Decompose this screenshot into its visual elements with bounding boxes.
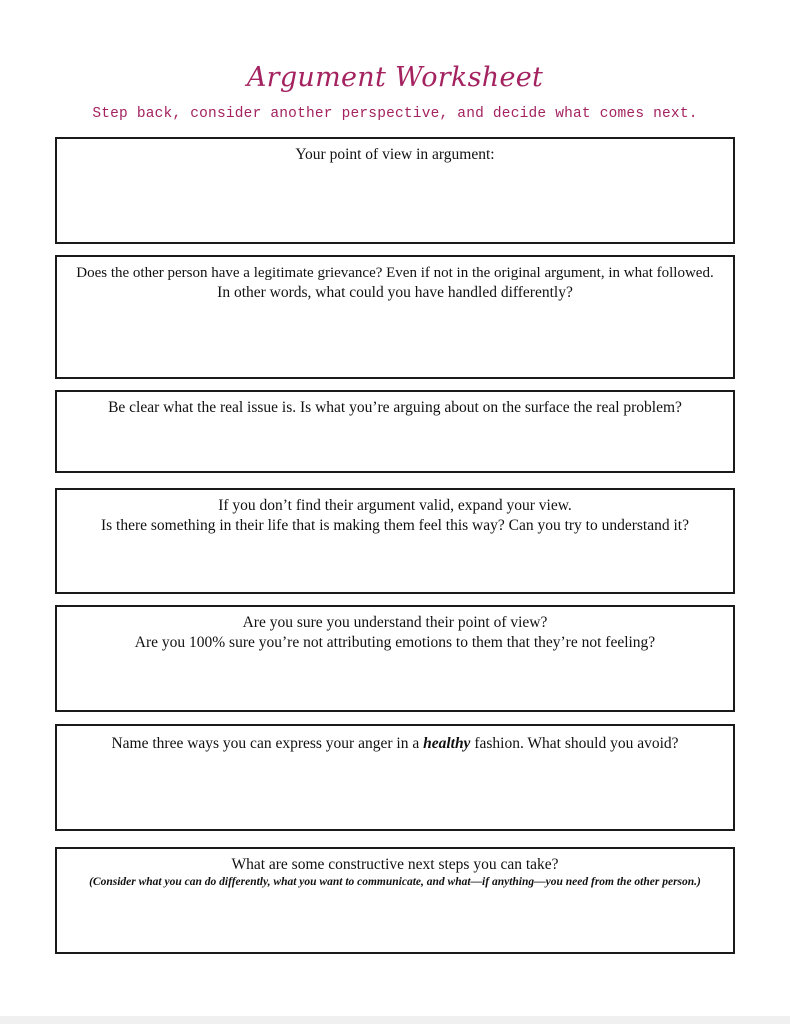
question-note: (Consider what you can do differently, what you want to communicate, and what—if anything—you need from the other person.) [89, 876, 701, 888]
question-box-grievance[interactable] [55, 255, 735, 379]
question-box-their-point-of-view[interactable] [55, 605, 735, 712]
question-text: In other words, what could you have handled differently? [217, 284, 573, 301]
question-text: Are you sure you understand their point of view? [242, 614, 548, 631]
worksheet-subtitle: Step back, consider another perspective, and decide what comes next. [92, 106, 698, 122]
question-box-real-issue[interactable] [55, 390, 735, 473]
question-box-next-steps[interactable] [55, 847, 735, 954]
question-text: Your point of view in argument: [295, 146, 495, 163]
question-text: Be clear what the real issue is. Is what you’re arguing about on the surface the real problem? [108, 399, 682, 416]
question-text-before: Name three ways you can express your anger in a [111, 735, 424, 752]
question-text [57, 732, 733, 754]
question-text-emphasis: healthy [423, 735, 471, 752]
question-text-after: fashion. What should you avoid? [470, 735, 679, 752]
worksheet-title: Argument Worksheet [246, 62, 544, 93]
question-text: What are some constructive next steps you can take? [231, 856, 559, 873]
question-box-expand-view[interactable] [55, 488, 735, 594]
page-bottom-edge [0, 1016, 790, 1024]
question-box-express-anger[interactable] [55, 724, 735, 831]
question-text: If you don’t find their argument valid, expand your view. [218, 497, 572, 514]
question-box-point-of-view[interactable] [55, 137, 735, 244]
question-text: Are you 100% sure you’re not attributing emotions to them that they’re not feeling? [134, 634, 656, 651]
question-text: Does the other person have a legitimate grievance? Even if not in the original argument, in what followed. [76, 265, 714, 281]
question-text: Is there something in their life that is making them feel this way? Can you try to understand it? [100, 517, 689, 534]
